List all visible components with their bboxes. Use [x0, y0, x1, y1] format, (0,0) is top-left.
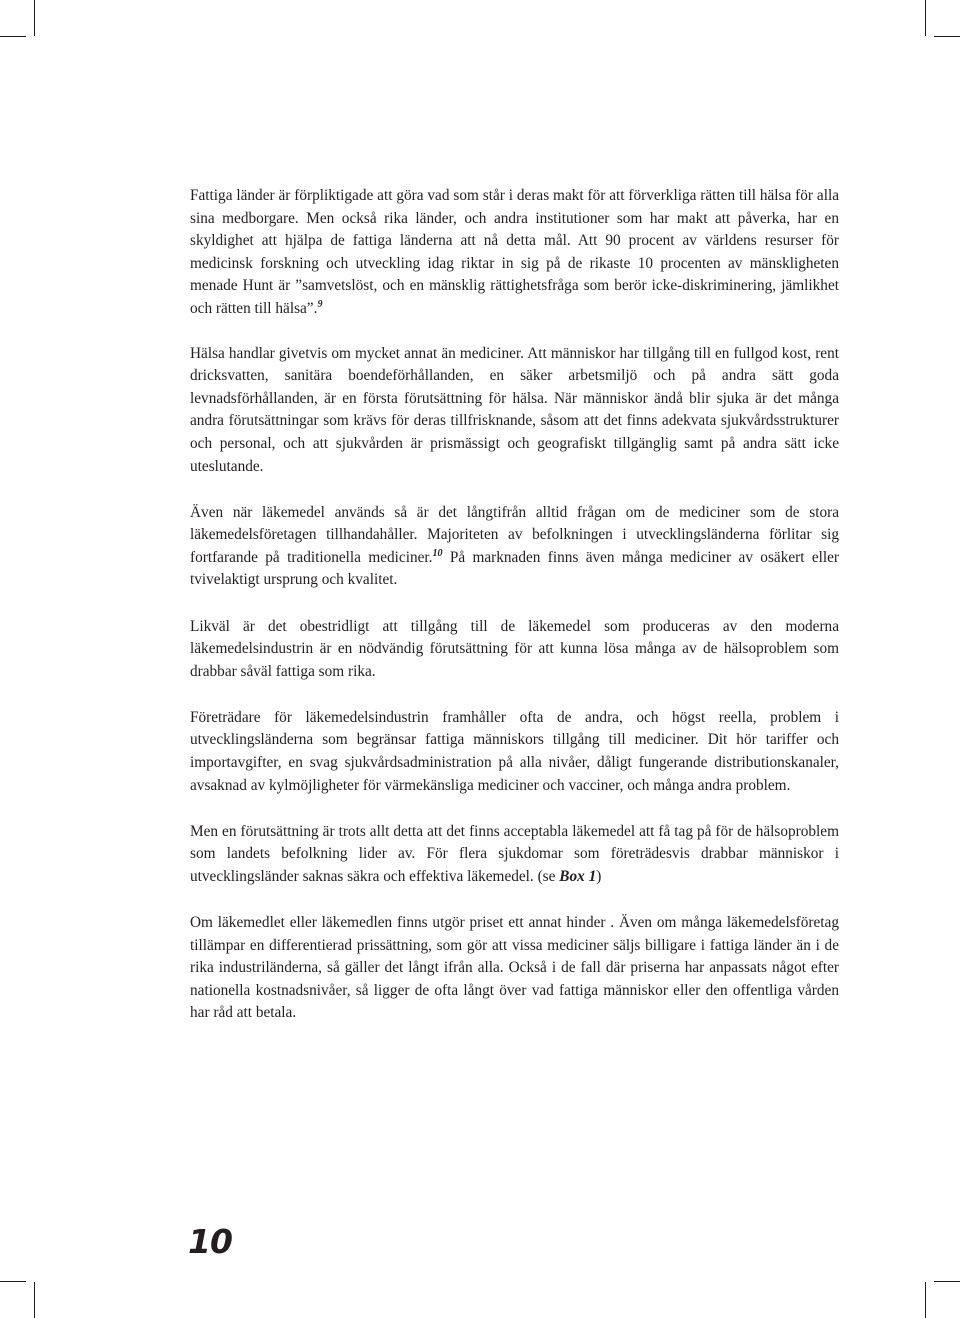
paragraph-3-text-after: På marknaden finns även många mediciner av osäkert eller tvivelaktigt ursprung och kvalitet. — [190, 548, 839, 589]
paragraph-6-text-before: Men en förutsättning är trots allt detta att det finns acceptabla läkemedel att få tag på för de hälsoproblem som landets befolkning lider av. För flera sjukdomar som företrädesvis drabbar människor i utvecklingsländer saknas säkra och effektiva läkemedel. (se — [190, 822, 839, 885]
crop-mark-top-left-h — [0, 36, 26, 37]
page-number: 10 — [188, 1222, 232, 1261]
paragraph-7: Om läkemedlet eller läkemedlen finns utgör priset ett annat hinder . Även om många läkemedelsföretag tillämpar en differentierad prissättning, som gör att vissa mediciner säljs billigare i fattiga länder än i de rika industriländerna, så gäller det långt ifrån alla. Också i de fall där priserna har anpassats något efter nationella kostnadsnivåer, så ligger de ofta långt över vad fattiga människor eller den offentliga vården har råd att betala. — [190, 913, 839, 1022]
paragraph-1-text: Fattiga länder är förpliktigade att göra vad som står i deras makt för att förverkliga rätten till hälsa för alla sina medborgare. Men också rika länder, och andra institutioner som har makt att påverka, har en skyldighet att hjälpa de fattiga länderna att nå detta mål. Att 90 procent av världens resurser för medicinsk forskning och utveckling idag riktar in sig på de rikaste 10 procenten av mänskligheten menade Hunt är ”samvetslöst, och en mänsklig rättighetsfråga som berör icke-diskriminering, jämlikhet och rätten till hälsa”. — [190, 187, 839, 317]
paragraph-5: Företrädare för läkemedelsindustrin framhåller ofta de andra, och högst reella, problem i utvecklingsländerna som begränsar fattiga människors tillgång till mediciner. Dit hör tariffer och importavgifter, en svag sjukvårdsadministration på alla nivåer, dåligt fungerande distributionskanaler, avsaknad av kylmöjligheter för värmekänsliga mediciner och vacciner, och många andra problem. — [190, 708, 839, 794]
crop-mark-bottom-left — [34, 1282, 35, 1318]
paragraph-3 — [190, 502, 839, 592]
box-reference-link[interactable]: Box 1 — [559, 867, 597, 885]
paragraph-6-text-after: ) — [596, 867, 602, 885]
crop-mark-bottom-left-h — [0, 1281, 26, 1282]
crop-mark-top-right-h — [934, 36, 960, 37]
body-text — [190, 185, 839, 1025]
paragraph-2: Hälsa handlar givetvis om mycket annat än mediciner. Att människor har tillgång till en fullgod kost, rent dricksvatten, sanitära boendeförhållanden, en säker arbetsmiljö och på andra sätt goda levnadsförhållanden, är en första förutsättning för hälsa. När människor ändå blir sjuka är det många andra förutsättningar som krävs för deras tillfrisknande, såsom att det finns adekvata sjukvårdsstrukturer och personal, och att sjukvården är prismässigt och geografiskt tillgänglig samt på andra sätt icke uteslutande. — [190, 344, 839, 475]
crop-mark-top-left — [34, 0, 35, 36]
footnote-ref-10[interactable]: 10 — [432, 547, 443, 559]
crop-mark-top-right — [925, 0, 926, 36]
paragraph-3-text-before: Även när läkemedel används så är det långtifrån alltid frågan om de mediciner som de stora läkemedelsföretagen tillhandahåller. Majoriteten av befolkningen i utvecklingsländerna förlitar sig fortfarande på traditionella mediciner. — [190, 503, 839, 566]
paragraph-4: Likväl är det obestridligt att tillgång till de läkemedel som produceras av den moderna läkemedelsindustrin är en nödvändig förutsättning för att kunna lösa många av de hälsoproblem som drabbar såväl fattiga som rika. — [190, 617, 839, 680]
footnote-ref-9[interactable]: 9 — [317, 298, 323, 310]
crop-mark-bottom-right-h — [934, 1281, 960, 1282]
paragraph-1 — [190, 185, 839, 321]
crop-mark-bottom-right — [925, 1282, 926, 1318]
paragraph-6 — [190, 821, 839, 889]
